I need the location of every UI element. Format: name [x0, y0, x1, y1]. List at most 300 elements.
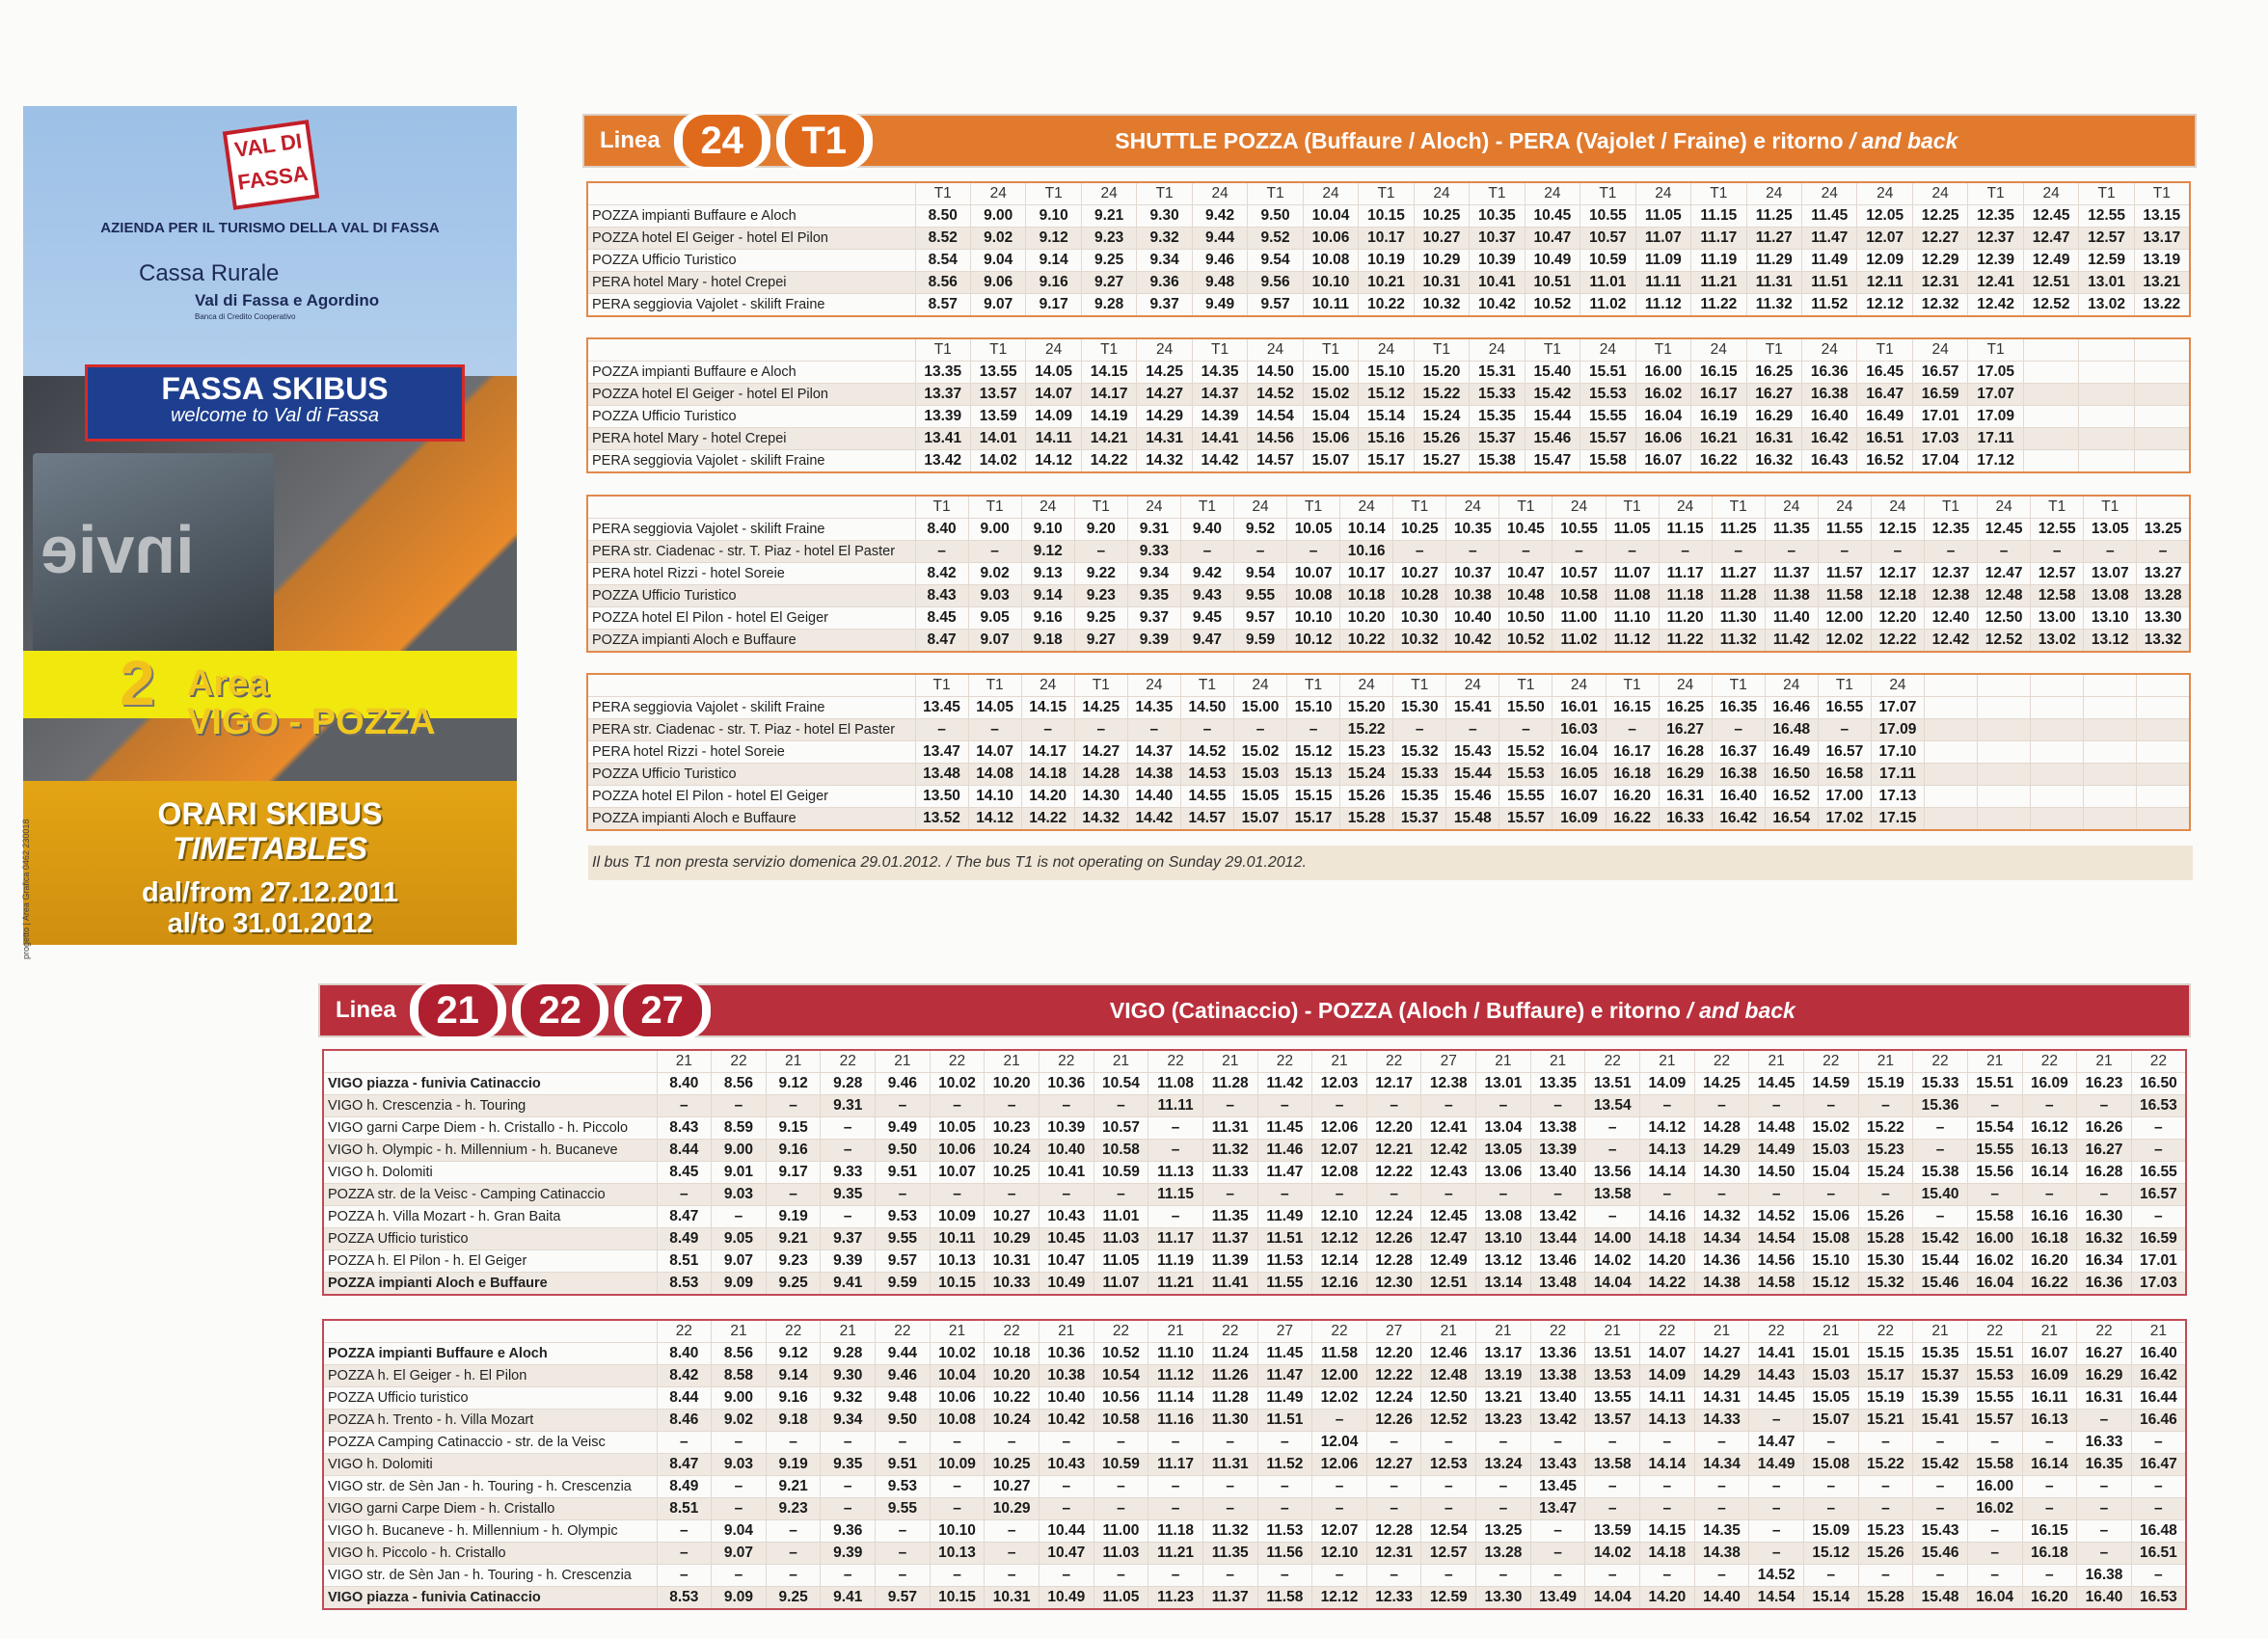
departure-time: 9.48 — [876, 1387, 931, 1410]
departure-time: 15.47 — [1525, 450, 1580, 473]
stop-name: VIGO h. Olympic - h. Millennium - h. Bucaneve — [323, 1140, 657, 1162]
departure-time: 15.38 — [1913, 1162, 1968, 1184]
route-code: 22 — [1094, 1320, 1148, 1343]
route-code: 22 — [712, 1050, 767, 1073]
departure-time: 13.02 — [2031, 630, 2084, 653]
departure-time: 11.49 — [1257, 1206, 1312, 1228]
departure-time: 9.07 — [968, 630, 1021, 653]
departure-time: 15.17 — [1287, 808, 1340, 831]
departure-time: 10.11 — [1303, 294, 1358, 317]
departure-time: 16.14 — [2022, 1454, 2077, 1476]
departure-time: 14.34 — [1694, 1454, 1749, 1476]
line-badge-t1-text: T1 — [785, 115, 864, 167]
departure-time: 17.03 — [1912, 428, 1967, 450]
route-code: 21 — [2022, 1320, 2077, 1343]
departure-time: 8.40 — [915, 519, 968, 541]
route-code: 24 — [1021, 496, 1074, 519]
departure-time: 9.18 — [1021, 630, 1074, 653]
departure-time: 9.30 — [821, 1365, 876, 1387]
departure-time: 14.25 — [1074, 697, 1127, 719]
departure-time: 10.11 — [930, 1228, 985, 1250]
route-code: T1 — [968, 674, 1021, 697]
departure-time: 16.28 — [1659, 741, 1712, 764]
departure-time: 16.33 — [2077, 1432, 2132, 1454]
departure-time: 11.17 — [1148, 1454, 1203, 1476]
departure-time: 14.54 — [1749, 1587, 1804, 1610]
departure-time: – — [1148, 1206, 1203, 1228]
route-code — [2134, 338, 2189, 362]
route-code: T1 — [1606, 674, 1659, 697]
departure-time: 9.59 — [876, 1273, 931, 1296]
table-row — [587, 406, 2190, 428]
route-code: 21 — [766, 1050, 821, 1073]
departure-time: 14.55 — [1180, 786, 1233, 808]
departure-time: 14.09 — [1640, 1365, 1695, 1387]
departure-time: 9.56 — [1248, 272, 1303, 294]
departure-time — [2134, 428, 2189, 450]
departure-time: – — [1312, 1565, 1367, 1587]
stop-name: PERA hotel Mary - hotel Crepei — [587, 272, 915, 294]
departure-time: 14.22 — [1640, 1273, 1695, 1296]
table-row — [587, 205, 2190, 228]
bank-name: Cassa Rurale — [139, 260, 280, 286]
route-code: 21 — [985, 1050, 1040, 1073]
departure-time: 16.47 — [2131, 1454, 2186, 1476]
departure-time: 13.01 — [2079, 272, 2134, 294]
route-code: 24 — [1552, 674, 1606, 697]
route-code: T1 — [1414, 338, 1469, 362]
departure-time: 10.45 — [1039, 1228, 1094, 1250]
departure-time: – — [1366, 1432, 1421, 1454]
departure-time: 14.04 — [1585, 1273, 1640, 1296]
departure-time — [1978, 719, 2031, 741]
departure-time: 11.23 — [1148, 1587, 1203, 1610]
departure-time: 10.25 — [985, 1454, 1040, 1476]
departure-time: 11.49 — [1257, 1387, 1312, 1410]
table-row — [587, 697, 2190, 719]
departure-time: 11.14 — [1148, 1387, 1203, 1410]
area-name: VIGO - POZZA — [187, 702, 436, 742]
departure-time — [2134, 362, 2189, 384]
departure-time: 11.56 — [1257, 1543, 1312, 1565]
departure-time: – — [1913, 1498, 1968, 1520]
departure-time: – — [1858, 1565, 1913, 1587]
departure-time: 10.23 — [985, 1117, 1040, 1140]
departure-time: 16.09 — [1552, 808, 1606, 831]
departure-time: 15.41 — [1446, 697, 1499, 719]
departure-time: 13.22 — [2134, 294, 2189, 317]
departure-time: 10.28 — [1393, 585, 1446, 607]
departure-time: 13.28 — [2137, 585, 2190, 607]
departure-time: 12.12 — [1857, 294, 1912, 317]
departure-time: 10.31 — [985, 1587, 1040, 1610]
departure-time: 16.18 — [1606, 764, 1659, 786]
departure-time: – — [657, 1520, 712, 1543]
departure-time: – — [2131, 1432, 2186, 1454]
route-code: 21 — [1094, 1050, 1148, 1073]
departure-time: 9.37 — [1127, 607, 1180, 630]
departure-time — [2023, 450, 2078, 473]
departure-time: 13.49 — [1530, 1587, 1585, 1610]
departure-time: 10.14 — [1340, 519, 1393, 541]
departure-time: – — [2084, 541, 2137, 563]
departure-time: 9.12 — [766, 1343, 821, 1365]
line-badge-22-text: 22 — [521, 984, 600, 1036]
departure-time: 16.35 — [2077, 1454, 2132, 1476]
departure-time: – — [1366, 1184, 1421, 1206]
departure-time: 12.42 — [1924, 630, 1977, 653]
departure-time — [2079, 362, 2134, 384]
departure-time: 8.45 — [915, 607, 968, 630]
departure-time: 9.27 — [1074, 630, 1127, 653]
departure-time: 9.36 — [1137, 272, 1192, 294]
departure-time: 9.07 — [712, 1543, 767, 1565]
departure-time: 10.08 — [930, 1410, 985, 1432]
departure-time: 12.04 — [1312, 1432, 1367, 1454]
stop-name: POZZA impianti Buffaure e Aloch — [587, 205, 915, 228]
departure-time: – — [1749, 1410, 1804, 1432]
departure-time: 14.56 — [1749, 1250, 1804, 1273]
route-code: T1 — [1691, 182, 1746, 205]
table-row — [323, 1095, 2186, 1117]
departure-time: 11.58 — [1818, 585, 1871, 607]
departure-time: 14.38 — [1127, 764, 1180, 786]
departure-time: 12.07 — [1312, 1520, 1367, 1543]
departure-time: 10.45 — [1525, 205, 1580, 228]
table-row — [587, 384, 2190, 406]
route-code: 24 — [1802, 338, 1857, 362]
departure-time: 9.55 — [876, 1228, 931, 1250]
table-row — [323, 1343, 2186, 1365]
route-code — [2031, 674, 2084, 697]
departure-time: 14.15 — [1021, 697, 1074, 719]
departure-time: 14.53 — [1180, 764, 1233, 786]
departure-time: 10.42 — [1470, 294, 1525, 317]
departure-time: – — [985, 1543, 1040, 1565]
table-row — [587, 428, 2190, 450]
departure-time: 12.20 — [1871, 607, 1924, 630]
departure-time: 11.42 — [1257, 1073, 1312, 1095]
departure-time: 13.55 — [970, 362, 1025, 384]
departure-time: 9.23 — [766, 1250, 821, 1273]
departure-time: 9.39 — [1127, 630, 1180, 653]
departure-time: 16.53 — [2131, 1587, 2186, 1610]
departure-time: 12.41 — [1968, 272, 2023, 294]
departure-time: 9.35 — [821, 1184, 876, 1206]
route-code: T1 — [1499, 674, 1552, 697]
line-24-t1-title-it: SHUTTLE POZZA (Buffaure / Aloch) - PERA (Vajolet / Fraine) e ritorno — [1115, 127, 1844, 153]
departure-time: 16.02 — [1635, 384, 1690, 406]
departure-time: – — [1476, 1095, 1531, 1117]
departure-time: 14.57 — [1248, 450, 1303, 473]
departure-time: 14.02 — [1585, 1543, 1640, 1565]
departure-time: – — [1366, 1095, 1421, 1117]
departure-time: 14.18 — [1640, 1228, 1695, 1250]
departure-time: – — [1585, 1565, 1640, 1587]
departure-time: 11.01 — [1094, 1206, 1148, 1228]
departure-time: – — [1476, 1184, 1531, 1206]
departure-time: – — [930, 1432, 985, 1454]
departure-time: 10.36 — [1039, 1073, 1094, 1095]
departure-time: 14.25 — [1694, 1073, 1749, 1095]
departure-time: 16.25 — [1746, 362, 1801, 384]
departure-time: 12.37 — [1968, 228, 2023, 250]
departure-time: 14.52 — [1749, 1565, 1804, 1587]
departure-time: 10.17 — [1359, 228, 1414, 250]
route-code: T1 — [1303, 338, 1358, 362]
departure-time: 13.52 — [915, 808, 968, 831]
route-code: 24 — [1446, 674, 1499, 697]
departure-time: 16.20 — [2022, 1587, 2077, 1610]
departure-time: 11.35 — [1765, 519, 1818, 541]
departure-time: – — [1039, 1184, 1094, 1206]
departure-time: 9.51 — [876, 1162, 931, 1184]
departure-time: – — [657, 1565, 712, 1587]
departure-time: 16.53 — [2131, 1095, 2186, 1117]
departure-time: 16.51 — [2131, 1543, 2186, 1565]
departure-time: 16.15 — [1691, 362, 1746, 384]
departure-time: 16.22 — [2022, 1273, 2077, 1296]
departure-time: – — [1287, 719, 1340, 741]
route-code: 24 — [1248, 338, 1303, 362]
route-code: T1 — [1393, 496, 1446, 519]
departure-time: 14.32 — [1694, 1206, 1749, 1228]
departure-time: 16.44 — [2131, 1387, 2186, 1410]
stop-name: POZZA Ufficio Turistico — [587, 764, 915, 786]
departure-time: 9.37 — [1137, 294, 1192, 317]
departure-time: 11.53 — [1257, 1520, 1312, 1543]
departure-time: 16.40 — [1712, 786, 1765, 808]
departure-time: 12.27 — [1912, 228, 1967, 250]
departure-time: 16.22 — [1606, 808, 1659, 831]
table-row — [323, 1432, 2186, 1454]
departure-time: 15.20 — [1414, 362, 1469, 384]
departure-time: 16.49 — [1857, 406, 1912, 428]
departure-time: 9.49 — [876, 1117, 931, 1140]
departure-time: 12.31 — [1366, 1543, 1421, 1565]
departure-time: 15.28 — [1858, 1587, 1913, 1610]
departure-time: – — [2077, 1410, 2132, 1432]
departure-time: 10.51 — [1525, 272, 1580, 294]
departure-time: – — [1913, 1476, 1968, 1498]
departure-time: 11.26 — [1202, 1365, 1257, 1387]
route-code: 24 — [1818, 496, 1871, 519]
departure-time: – — [1366, 1476, 1421, 1498]
print-credit: progetto | Area Grafica 0462 230018 — [21, 819, 31, 959]
departure-time: 12.32 — [1912, 294, 1967, 317]
departure-time: 11.51 — [1257, 1228, 1312, 1250]
route-code: 24 — [1659, 674, 1712, 697]
departure-time: 12.07 — [1312, 1140, 1367, 1162]
departure-time: 9.14 — [1021, 585, 1074, 607]
departure-time: 9.31 — [1127, 519, 1180, 541]
departure-time — [2079, 428, 2134, 450]
departure-time: 10.22 — [1359, 294, 1414, 317]
departure-time: – — [1530, 1543, 1585, 1565]
departure-time: – — [1094, 1432, 1148, 1454]
departure-time: – — [876, 1095, 931, 1117]
departure-time: – — [1659, 541, 1712, 563]
departure-time: – — [1871, 541, 1924, 563]
departure-time: 15.01 — [1803, 1343, 1858, 1365]
departure-time: 15.12 — [1803, 1273, 1858, 1296]
skibus-subtitle: welcome to Val di Fassa — [170, 405, 379, 426]
departure-time: 9.40 — [1180, 519, 1233, 541]
departure-time: 10.05 — [930, 1117, 985, 1140]
departure-time: 10.59 — [1094, 1454, 1148, 1476]
departure-time: 11.38 — [1765, 585, 1818, 607]
departure-time: 11.00 — [1094, 1520, 1148, 1543]
departure-time: – — [2022, 1565, 2077, 1587]
departure-time: 14.29 — [1694, 1365, 1749, 1387]
departure-time: 11.33 — [1202, 1162, 1257, 1184]
departure-time: – — [1094, 1184, 1148, 1206]
departure-time: 11.03 — [1094, 1543, 1148, 1565]
departure-time: 12.00 — [1312, 1365, 1367, 1387]
departure-time: 12.21 — [1366, 1140, 1421, 1162]
departure-time: 9.12 — [766, 1073, 821, 1095]
table-row — [587, 585, 2190, 607]
departure-time: 9.28 — [821, 1073, 876, 1095]
departure-time: 14.17 — [1081, 384, 1136, 406]
departure-time: 15.22 — [1858, 1454, 1913, 1476]
departure-time: – — [2077, 1476, 2132, 1498]
departure-time: 9.14 — [1026, 250, 1081, 272]
departure-time: 13.46 — [1530, 1250, 1585, 1273]
departure-time: 16.17 — [1606, 741, 1659, 764]
departure-time: 16.30 — [2077, 1206, 2132, 1228]
route-code: T1 — [1499, 496, 1552, 519]
route-code: 24 — [1359, 338, 1414, 362]
departure-time: 11.30 — [1712, 607, 1765, 630]
departure-time: – — [1257, 1476, 1312, 1498]
table-row — [587, 272, 2190, 294]
departure-time: 12.40 — [1924, 607, 1977, 630]
route-code: T1 — [1525, 338, 1580, 362]
departure-time: 10.25 — [1393, 519, 1446, 541]
stop-name: PERA str. Ciadenac - str. T. Piaz - hotel El Paster — [587, 719, 915, 741]
departure-time: 16.07 — [1635, 450, 1690, 473]
stop-header-cell — [323, 1050, 657, 1073]
departure-time: – — [1421, 1476, 1476, 1498]
departure-time: 13.47 — [1530, 1498, 1585, 1520]
stop-header-cell — [587, 496, 915, 519]
departure-time: 9.42 — [1180, 563, 1233, 585]
departure-time — [2023, 362, 2078, 384]
departure-time: 13.19 — [2134, 250, 2189, 272]
line-badge-21-text: 21 — [418, 984, 498, 1036]
departure-time: 10.18 — [1340, 585, 1393, 607]
departure-time: 14.35 — [1694, 1520, 1749, 1543]
departure-time: 10.35 — [1446, 519, 1499, 541]
departure-time: 12.30 — [1366, 1273, 1421, 1296]
departure-time: 10.25 — [985, 1162, 1040, 1184]
departure-time: 13.51 — [1585, 1343, 1640, 1365]
line1-timetable-4 — [586, 673, 2191, 831]
departure-time: 15.03 — [1233, 764, 1286, 786]
departure-time: 12.55 — [2079, 205, 2134, 228]
route-code: 24 — [1525, 182, 1580, 205]
departure-time: 9.21 — [1081, 205, 1136, 228]
departure-time: – — [1446, 541, 1499, 563]
departure-time: – — [930, 1498, 985, 1520]
departure-time: 9.02 — [712, 1410, 767, 1432]
departure-time: – — [1749, 1498, 1804, 1520]
departure-time: 11.58 — [1312, 1343, 1367, 1365]
departure-time: 9.48 — [1192, 272, 1247, 294]
route-code: 22 — [1530, 1320, 1585, 1343]
departure-time: 14.27 — [1694, 1343, 1749, 1365]
departure-time: – — [2131, 1117, 2186, 1140]
departure-time: 9.16 — [766, 1387, 821, 1410]
departure-time: 16.55 — [2131, 1162, 2186, 1184]
departure-time: 10.08 — [1287, 585, 1340, 607]
departure-time: – — [2131, 1206, 2186, 1228]
departure-time: – — [876, 1432, 931, 1454]
departure-time: – — [1148, 1432, 1203, 1454]
departure-time — [2031, 741, 2084, 764]
departure-time: 16.13 — [2022, 1140, 2077, 1162]
departure-time: 11.35 — [1202, 1543, 1257, 1565]
departure-time: 8.40 — [657, 1073, 712, 1095]
departure-time: 10.42 — [1039, 1410, 1094, 1432]
route-code: 24 — [1871, 674, 1924, 697]
departure-time: – — [1694, 1498, 1749, 1520]
departure-time: 10.31 — [985, 1250, 1040, 1273]
departure-time — [2031, 808, 2084, 831]
departure-time: 12.59 — [1421, 1587, 1476, 1610]
departure-time: 16.49 — [1765, 741, 1818, 764]
departure-time: 10.15 — [930, 1587, 985, 1610]
departure-time: 8.40 — [657, 1343, 712, 1365]
departure-time: 15.07 — [1303, 450, 1358, 473]
departure-time: – — [930, 1184, 985, 1206]
departure-time: – — [1913, 1117, 1968, 1140]
departure-time: 9.57 — [1248, 294, 1303, 317]
departure-time: – — [1585, 1432, 1640, 1454]
line-badge-t1 — [776, 112, 873, 170]
departure-time: 16.15 — [2022, 1520, 2077, 1543]
departure-time: 13.17 — [2134, 228, 2189, 250]
departure-time: 15.44 — [1525, 406, 1580, 428]
departure-time: 10.37 — [1446, 563, 1499, 585]
departure-time: 16.31 — [1659, 786, 1712, 808]
departure-time: – — [1499, 541, 1552, 563]
departure-time: 16.27 — [1659, 719, 1712, 741]
departure-time: – — [1913, 1140, 1968, 1162]
route-header-row — [587, 496, 2190, 519]
t1-sunday-note: Il bus T1 non presta servizio domenica 29.01.2012. / The bus T1 is not operating on Sunday 29.01.2012. — [588, 846, 2193, 880]
departure-time: 11.21 — [1148, 1273, 1203, 1296]
stop-name: VIGO piazza - funivia Catinaccio — [323, 1587, 657, 1610]
departure-time: 10.07 — [1287, 563, 1340, 585]
departure-time: 15.08 — [1803, 1454, 1858, 1476]
departure-time: – — [1694, 1184, 1749, 1206]
departure-time: 13.40 — [1530, 1162, 1585, 1184]
departure-time: 12.45 — [1421, 1206, 1476, 1228]
route-code: 22 — [1148, 1050, 1203, 1073]
departure-time: 12.57 — [1421, 1543, 1476, 1565]
stop-name: PERA hotel Rizzi - hotel Soreie — [587, 563, 915, 585]
departure-time: 17.03 — [2131, 1273, 2186, 1296]
departure-time: 9.54 — [1248, 250, 1303, 272]
departure-time: 9.09 — [712, 1587, 767, 1610]
departure-time: 11.37 — [1202, 1228, 1257, 1250]
departure-time: 16.40 — [1802, 406, 1857, 428]
departure-time: 13.55 — [1585, 1387, 1640, 1410]
departure-time: 10.36 — [1039, 1343, 1094, 1365]
departure-time: 15.17 — [1359, 450, 1414, 473]
